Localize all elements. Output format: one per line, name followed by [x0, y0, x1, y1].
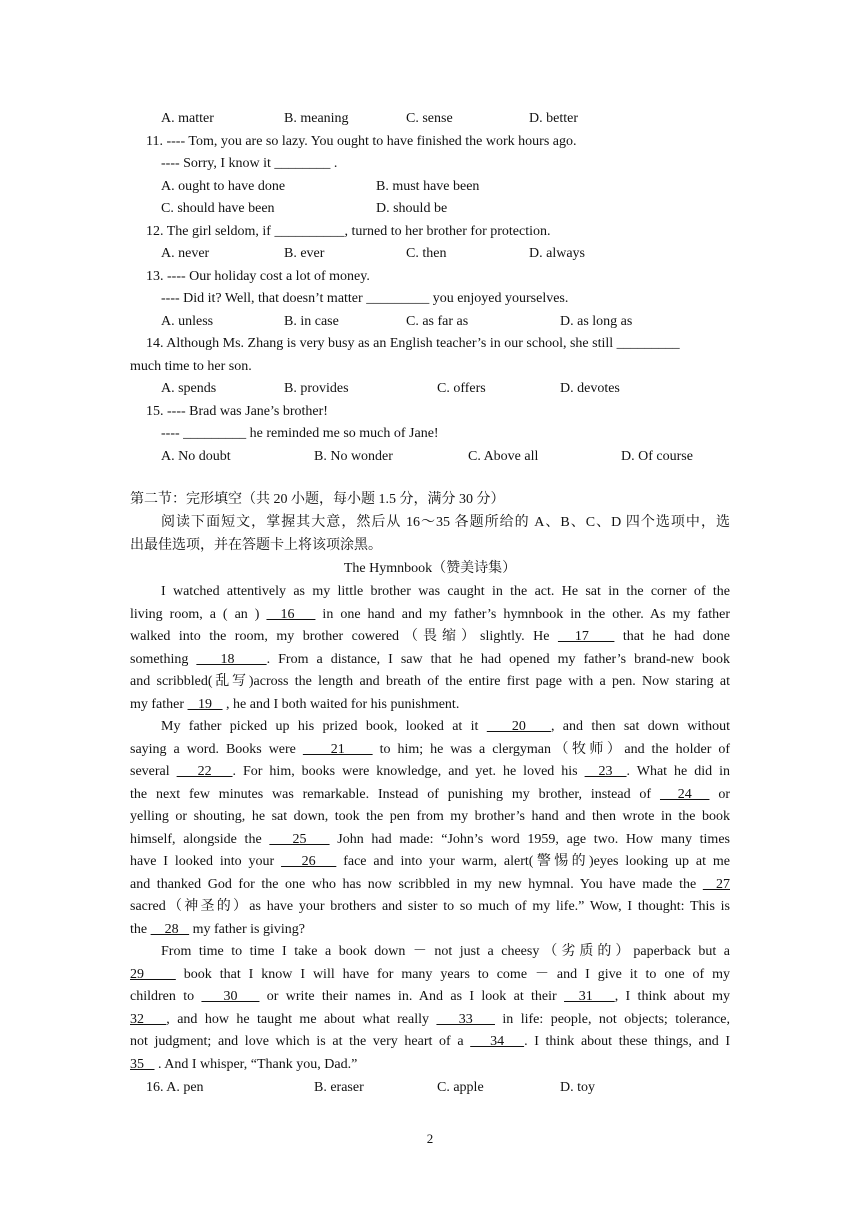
blank-number: 16: [266, 607, 316, 622]
q12-option-b: B. ever: [284, 246, 325, 261]
passage-text: I watched attentively as my little brother was caught in the act. He sat in the corner of the: [161, 584, 730, 599]
q13-option-b: B. in case: [284, 314, 339, 329]
passage-line: [130, 696, 459, 714]
passage-text: walked into the room, my brother cowered（畏缩）slightly. He: [130, 629, 558, 644]
passage-line: [130, 808, 730, 826]
q12-option-a: A. never: [161, 246, 210, 261]
passage-text: several: [130, 764, 177, 779]
q13-option-c: C. as far as: [406, 314, 469, 329]
blank-number: 32: [130, 1012, 167, 1027]
q10-option-a: A. matter: [161, 111, 214, 126]
q11-reply: ---- Sorry, I know it ________ .: [161, 156, 338, 171]
passage-line: [130, 606, 730, 624]
q13-reply: ---- Did it? Well, that doesn’t matter _________ you enjoyed yourselves.: [161, 291, 569, 306]
passage-text: , and then sat down without: [550, 719, 731, 734]
q11-option-c: C. should have been: [161, 201, 275, 216]
passage-text: and thanked God for the one who has now scribbled in my new hymnal. You have made the: [130, 877, 703, 892]
passage-text: book that I know I will have for many years to come － and I give it to one of my: [175, 967, 730, 982]
q11-option-a: A. ought to have done: [161, 179, 286, 194]
passage-text: John had made: “John’s word 1959, age two. How many times: [329, 832, 730, 847]
passage-text: my father: [130, 697, 188, 712]
blank-number: 24: [659, 787, 710, 802]
passage-text: the next few minutes was remarkable. Instead of punishing my brother, instead of: [130, 787, 660, 802]
passage-text: something: [130, 652, 197, 667]
passage-text: in life: people, not objects; tolerance,: [494, 1012, 731, 1027]
passage-text: or write their names in. And as I look at their: [259, 989, 565, 1004]
passage-title: The Hymnbook（赞美诗集）: [343, 561, 517, 576]
q10-option-b: B. meaning: [284, 111, 349, 126]
passage-line: [161, 943, 730, 961]
q11-stem: 11. ---- Tom, you are so lazy. You ought to have finished the work hours ago.: [146, 134, 577, 149]
passage-text: in one hand and my father’s hymnbook in the other. As my father: [315, 607, 730, 622]
section-heading: 第二节：完形填空（共 20 小题，每小题 1.5 分，满分 30 分）: [130, 492, 505, 507]
q15-option-b: B. No wonder: [314, 449, 393, 464]
passage-line: [130, 853, 730, 871]
passage-text: the: [130, 922, 151, 937]
blank-number: 25: [269, 832, 330, 847]
passage-line: [130, 988, 730, 1006]
q13-option-a: A. unless: [161, 314, 214, 329]
passage-line: [130, 898, 730, 916]
passage-text: , I think about my: [614, 989, 730, 1004]
passage-text: . And I whisper, “Thank you, Dad.”: [154, 1057, 358, 1072]
passage-text: saying a word. Books were: [130, 742, 303, 757]
passage-text: or: [709, 787, 730, 802]
q16-option-b: B. eraser: [314, 1080, 364, 1095]
blank-number: 31: [564, 989, 615, 1004]
passage-text: . From a distance, I saw that he had opened my father’s brand-new book: [266, 652, 730, 667]
instructions-line2: 出最佳选项，并在答题卡上将该项涂黑。: [130, 538, 382, 553]
q13-option-d: D. as long as: [560, 314, 633, 329]
q14-option-a: A. spends: [161, 381, 217, 396]
passage-text: my father is giving?: [189, 922, 305, 937]
passage-text: himself, alongside the: [130, 832, 270, 847]
passage-text: and scribbled(乱写)across the length and breath of the entire first page with a pen. Now staring at: [130, 674, 730, 689]
passage-text: that he had done: [614, 629, 731, 644]
blank-number: 27: [702, 877, 730, 892]
passage-line: [130, 831, 730, 849]
blank-number: 19: [187, 697, 223, 712]
blank-number: 33: [436, 1012, 495, 1027]
passage-text: . I think about these things, and I: [524, 1034, 730, 1049]
blank-number: 28: [150, 922, 190, 937]
blank-number: 26: [281, 854, 337, 869]
passage-text: yelling or shouting, he sat down, took the pen from my brother’s hand and then wrote in the book: [130, 809, 730, 824]
blank-number: 21: [302, 742, 373, 757]
passage-text: children to: [130, 989, 202, 1004]
q10-option-c: C. sense: [406, 111, 453, 126]
passage-text: . For him, books were knowledge, and yet. he loved his: [232, 764, 585, 779]
passage-text: have I looked into your: [130, 854, 282, 869]
q16-option-c: C. apple: [437, 1080, 484, 1095]
q10-option-d: D. better: [529, 111, 578, 126]
passage-line: [130, 628, 730, 646]
q11-option-d: D. should be: [376, 201, 448, 216]
passage-text: My father picked up his prized book, looked at it: [161, 719, 487, 734]
passage-line: [130, 1033, 730, 1051]
passage-text: face and into your warm, alert(警惕的)eyes looking up at me: [336, 854, 731, 869]
q14-option-c: C. offers: [437, 381, 486, 396]
blank-number: 18: [196, 652, 267, 667]
q15-option-c: C. Above all: [468, 449, 539, 464]
q14-option-b: B. provides: [284, 381, 349, 396]
passage-text: . What he did in: [626, 764, 731, 779]
passage-line: [130, 651, 730, 669]
blank-number: 22: [176, 764, 233, 779]
q16-option-a: 16. A. pen: [146, 1080, 204, 1095]
passage-text: to him; he was a clergyman（牧师）and the holder of: [372, 742, 731, 757]
passage-line: [130, 1056, 357, 1074]
blank-number: 23: [584, 764, 627, 779]
passage-line: [130, 741, 730, 759]
q15-stem: 15. ---- Brad was Jane’s brother!: [146, 404, 328, 419]
q12-option-d: D. always: [529, 246, 585, 261]
passage-text: , he and I both waited for his punishment.: [222, 697, 460, 712]
page-number: 2: [426, 1131, 434, 1146]
passage-line: [130, 786, 730, 804]
passage-text: From time to time I take a book down － not just a cheesy（劣质的）paperback but a: [161, 944, 730, 959]
q16-option-d: D. toy: [560, 1080, 595, 1095]
blank-number: 34: [470, 1034, 525, 1049]
blank-number: 35: [130, 1057, 155, 1072]
passage-line: [130, 966, 730, 984]
q15-option-a: A. No doubt: [161, 449, 231, 464]
q14-stem-line1: 14. Although Ms. Zhang is very busy as an English teacher’s in our school, she still _________: [146, 336, 680, 351]
passage-line: [130, 921, 305, 939]
q12-stem: 12. The girl seldom, if __________, turned to her brother for protection.: [146, 224, 551, 239]
passage-line: [130, 876, 730, 894]
passage-line: [130, 1011, 730, 1029]
q12-option-c: C. then: [406, 246, 447, 261]
passage-text: sacred（神圣的）as have your brothers and sister to so much of my life.” Wow, I thought: This is: [130, 899, 730, 914]
q15-option-d: D. Of course: [621, 449, 693, 464]
passage-line: [130, 763, 730, 781]
q15-reply: ---- _________ he reminded me so much of Jane!: [161, 426, 439, 441]
passage-line: [130, 673, 730, 691]
passage-line: [161, 583, 730, 601]
blank-number: 17: [557, 629, 615, 644]
q13-stem: 13. ---- Our holiday cost a lot of money.: [146, 269, 370, 284]
blank-number: 30: [201, 989, 260, 1004]
passage-line: [161, 718, 730, 736]
q11-option-b: B. must have been: [376, 179, 480, 194]
q14-option-d: D. devotes: [560, 381, 620, 396]
passage-text: not judgment; and love which is at the very heart of a: [130, 1034, 471, 1049]
passage-text: , and how he taught me about what really: [166, 1012, 437, 1027]
blank-number: 29: [130, 967, 176, 982]
q14-stem-line2: much time to her son.: [130, 359, 252, 374]
passage-text: living room, a ( an ): [130, 607, 267, 622]
instructions-line1: 阅读下面短文，掌握其大意，然后从 16～35 各题所给的 A、B、C、D 四个选项中，选: [161, 515, 730, 530]
blank-number: 20: [486, 719, 551, 734]
